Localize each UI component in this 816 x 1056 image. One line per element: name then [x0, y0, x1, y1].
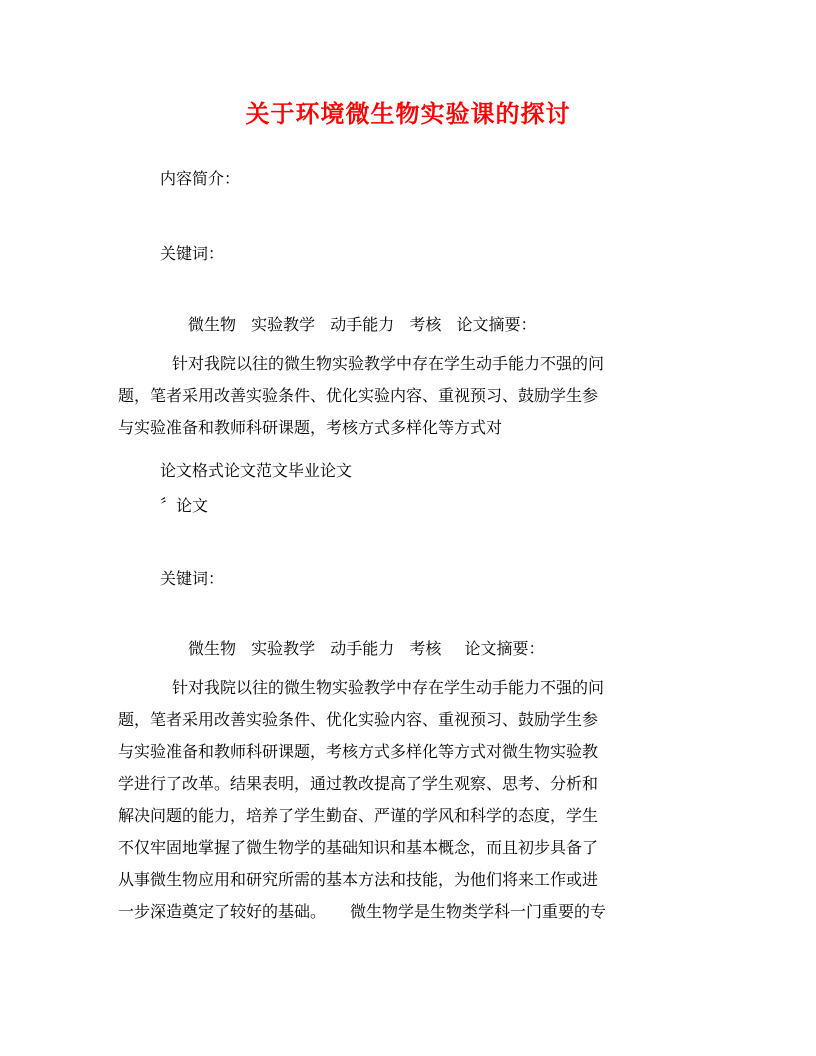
- keywords-row: [188, 314, 546, 336]
- series-line: 论文格式论文范文毕业论文: [160, 461, 353, 480]
- paragraph-line: 不仅牢固地掌握了微生物学的基础知识和基本概念，而且初步具备了: [118, 838, 599, 857]
- keyword: 微生物: [188, 639, 237, 658]
- keywords-label: 关键词：: [160, 244, 225, 263]
- abstract-label: 论文摘要：: [464, 639, 545, 658]
- paragraph-line: 解决问题的能力，培养了学生勤奋、严谨的学风和科学的态度，学生: [118, 806, 599, 825]
- keywords-label: 关键词：: [160, 569, 225, 588]
- keyword: 考核: [409, 315, 442, 334]
- keyword: 实验教学: [251, 639, 316, 658]
- paragraph-line: 一步深造奠定了较好的基础。 微生物学是生物类学科一门重要的专: [118, 902, 607, 921]
- keywords-row: [188, 638, 554, 660]
- paragraph-line: 学进行了改革。结果表明，通过教改提高了学生观察、思考、分析和: [118, 774, 599, 793]
- quote-line: 〞论文: [160, 496, 209, 515]
- paragraph-line: 针对我院以往的微生物实验教学中存在学生动手能力不强的问: [172, 678, 605, 697]
- keyword: 动手能力: [330, 315, 395, 334]
- abstract-label: 论文摘要：: [456, 315, 537, 334]
- keyword: 考核: [409, 639, 442, 658]
- keyword: 微生物: [188, 315, 237, 334]
- paragraph-line: 从事微生物应用和研究所需的基本方法和技能，为他们将来工作或进: [118, 870, 599, 889]
- abstract-paragraph: [118, 348, 698, 444]
- document-title: 关于环境微生物实验课的探讨: [245, 99, 571, 128]
- keyword: 实验教学: [251, 315, 316, 334]
- keyword: 动手能力: [330, 639, 395, 658]
- abstract-paragraph: [118, 672, 698, 928]
- paragraph-line: 与实验准备和教师科研课题，考核方式多样化等方式对: [118, 418, 503, 437]
- paragraph-line: 针对我院以往的微生物实验教学中存在学生动手能力不强的问: [172, 354, 605, 373]
- intro-label: 内容简介：: [160, 169, 241, 188]
- paragraph-line: 题，笔者采用改善实验条件、优化实验内容、重视预习、鼓励学生参: [118, 710, 599, 729]
- paragraph-line: 与实验准备和教师科研课题，考核方式多样化等方式对微生物实验教: [118, 742, 599, 761]
- paragraph-line: 题，笔者采用改善实验条件、优化实验内容、重视预习、鼓励学生参: [118, 386, 599, 405]
